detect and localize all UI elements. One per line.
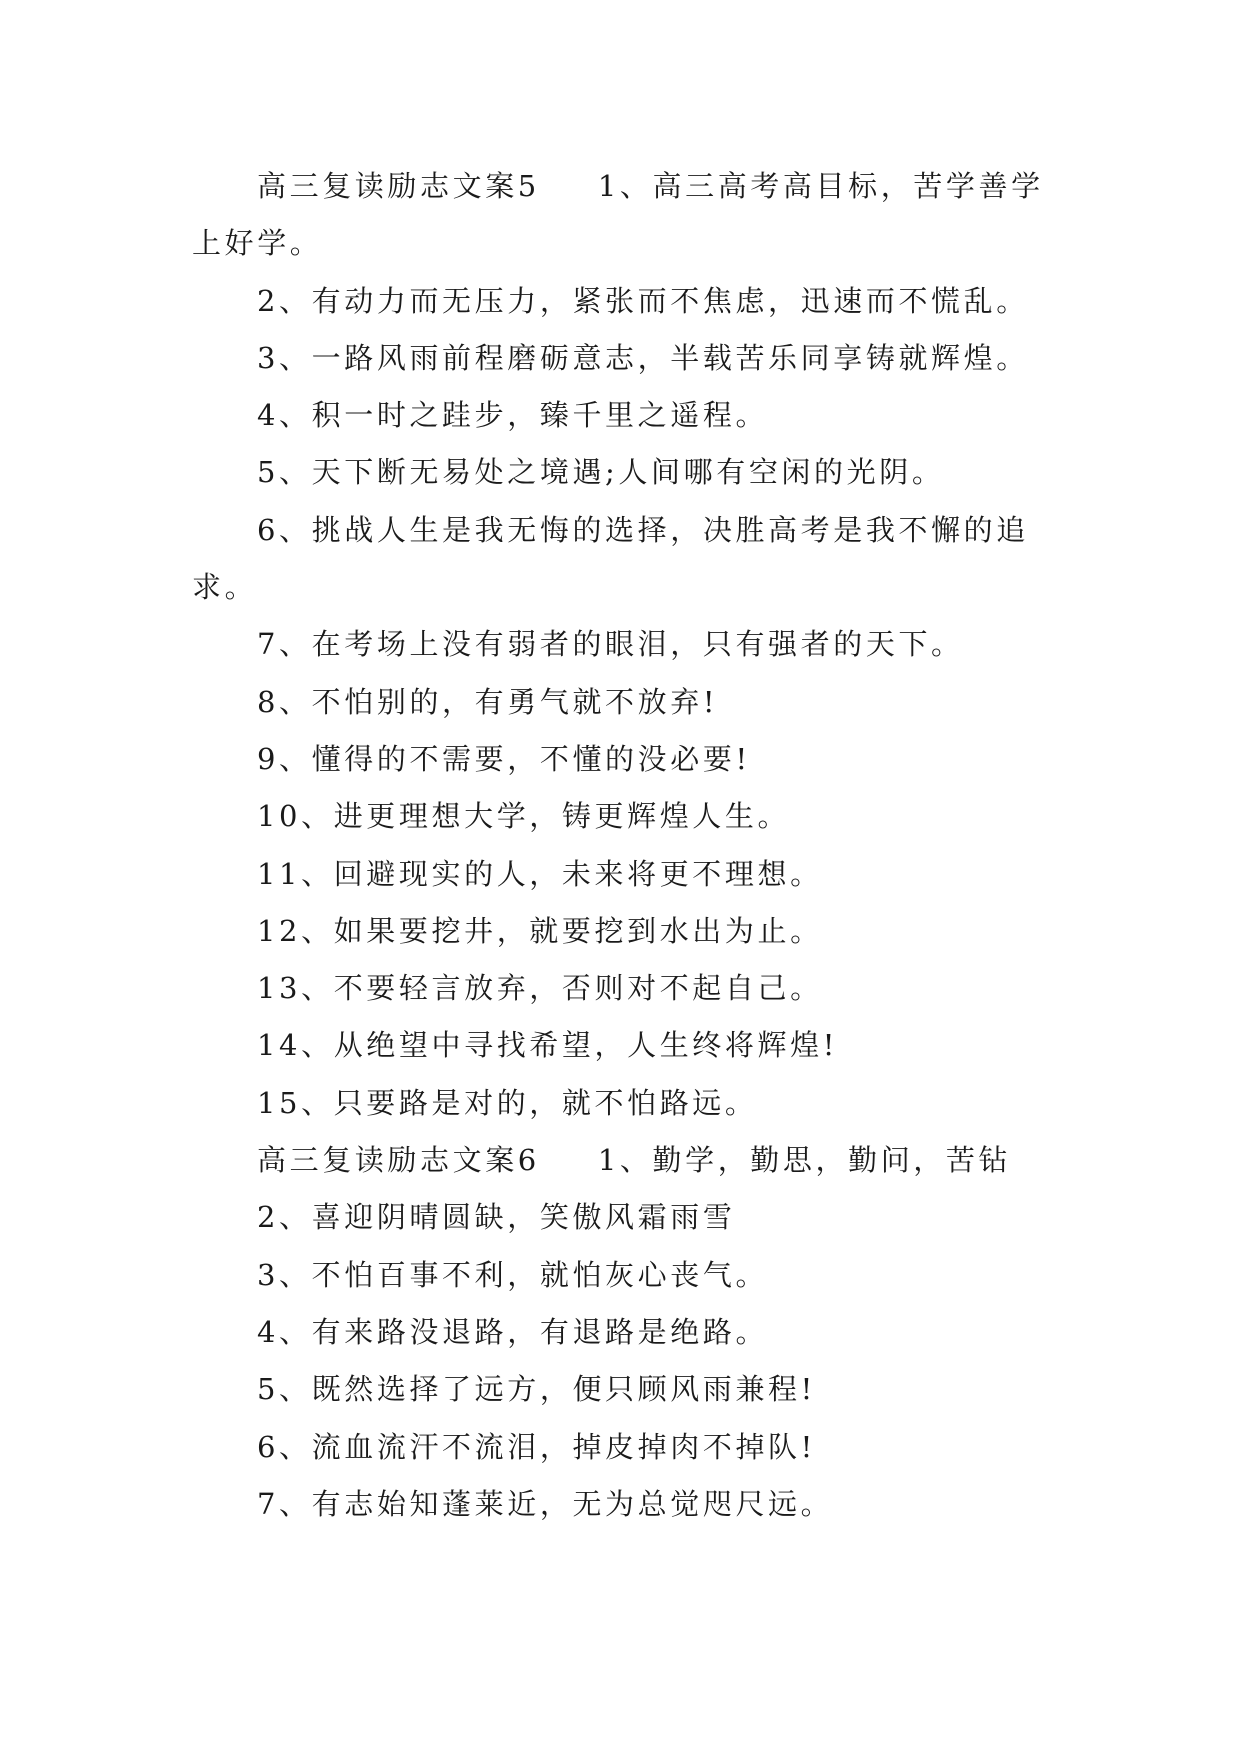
section-6-heading: 高三复读励志文案6 (257, 1143, 540, 1178)
section-5-item-6: 6、挑战人生是我无悔的选择，决胜高考是我不懈的追求。 (192, 512, 1029, 605)
section-5-item-15: 15、只要路是对的，就不怕路远。 (257, 1085, 758, 1120)
section-5-item-1: 1、高三高考高目标，苦学善学上好学。 (192, 169, 1044, 261)
section-5-item-14: 14、从绝望中寻找希望，人生终将辉煌! (257, 1028, 838, 1063)
section-5-item-4: 4、积一时之跬步，臻千里之遥程。 (257, 398, 769, 433)
section-6-item-5: 5、既然选择了远方，便只顾风雨兼程! (257, 1372, 816, 1407)
section-6-item-4: 4、有来路没退路，有退路是绝路。 (257, 1314, 769, 1349)
section-6-item-7: 7、有志始知蓬莱近，无为总觉咫尺远。 (257, 1486, 834, 1521)
section-5-item-11: 11、回避现实的人，未来将更不理想。 (257, 856, 823, 891)
section-6-item-1: 1、勤学，勤思，勤问，苦钻 (597, 1143, 1012, 1178)
section-5-item-7: 7、在考场上没有弱者的眼泪，只有强者的天下。 (257, 627, 964, 662)
document-body (192, 158, 1052, 1533)
section-5-item-9: 9、懂得的不需要，不懂的没必要! (257, 741, 751, 776)
section-6-heading-line (192, 1132, 1052, 1189)
section-5-item-2: 2、有动力而无压力，紧张而不焦虑，迅速而不慌乱。 (257, 283, 1029, 318)
section-5-item-10: 10、进更理想大学，铸更辉煌人生。 (257, 799, 791, 834)
section-5-item-3: 3、一路风雨前程磨砺意志，半载苦乐同享铸就辉煌。 (257, 340, 1029, 375)
section-6-item-6: 6、流血流汗不流泪，掉皮掉肉不掉队! (257, 1429, 816, 1464)
section-6-item-3: 3、不怕百事不利，就怕灰心丧气。 (257, 1257, 769, 1292)
section-6-item-2: 2、喜迎阴晴圆缺，笑傲风霜雨雪 (257, 1200, 736, 1235)
section-5-item-5: 5、天下断无易处之境遇;人间哪有空闲的光阴。 (257, 455, 945, 490)
section-5-item-8: 8、不怕别的，有勇气就不放弃! (257, 684, 719, 719)
section-5-item-12: 12、如果要挖井，就要挖到水出为止。 (257, 913, 823, 948)
section-5-heading: 高三复读励志文案5 (257, 169, 540, 203)
section-5-heading-line (192, 158, 1052, 273)
section-5-item-13: 13、不要轻言放弃，否则对不起自己。 (257, 971, 823, 1006)
